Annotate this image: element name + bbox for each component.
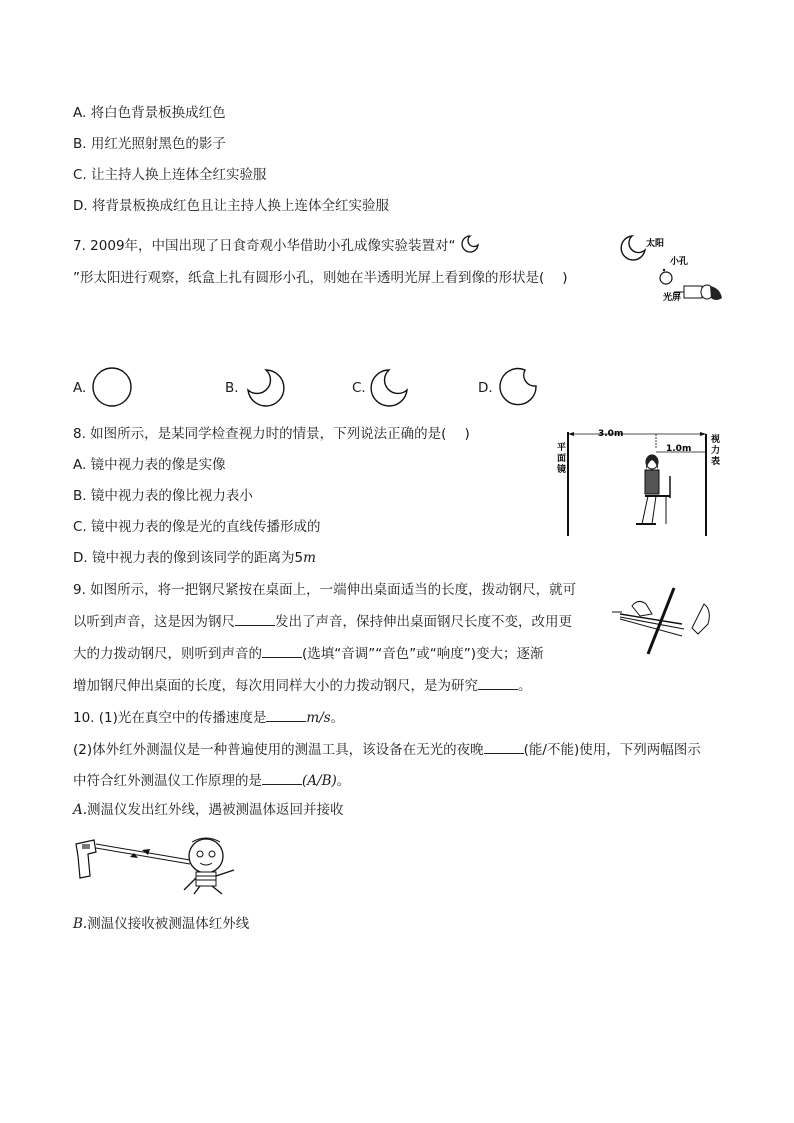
- q7-pinhole-figure: [612, 228, 728, 310]
- q9-ruler-diagram: [612, 584, 722, 656]
- q10-option-a-label: A.: [73, 802, 88, 818]
- q6-option-c: C. 让主持人换上连体全红实验服: [73, 167, 267, 183]
- q10-thermometer-diagram: [72, 830, 252, 896]
- q8-option-d-unit: m: [303, 550, 316, 566]
- q10-line2: [73, 739, 701, 760]
- q10-option-a: [73, 800, 344, 820]
- q7-option-c-label: C.: [352, 380, 366, 396]
- q8-eye-test-figure: [557, 426, 730, 536]
- q6-option-d: D. 将背景板换成红色且让主持人换上连体全红实验服: [73, 198, 389, 214]
- q6-option-a: A. 将白色背景板换成红色: [73, 105, 226, 121]
- q7-stem-paren: ): [562, 270, 568, 286]
- q8-option-d-text: D. 镜中视力表的像到该同学的距离为: [73, 550, 295, 566]
- q9-line3: [73, 643, 544, 664]
- q10-line3-text-a: 中符合红外测温仪工作原理的是: [73, 773, 262, 789]
- q9-line4-text-a: 增加钢尺伸出桌面的长度，每次用同样大小的力拨动钢尺，是为研究: [73, 678, 478, 694]
- q10-option-b-text: 测温仪接收被测温体红外线: [87, 916, 250, 932]
- q8-option-c: C. 镜中视力表的像是光的直线传播形成的: [73, 519, 321, 535]
- q9-blank-2[interactable]: [262, 643, 302, 658]
- fig-label-sun: 太阳: [646, 239, 665, 249]
- q6-option-b: B. 用红光照射黑色的影子: [73, 136, 226, 152]
- q9-line2-text-a: 以听到声音，这是因为钢尺: [73, 614, 235, 630]
- q8-eye-test-diagram: [557, 426, 730, 536]
- q8-stem-text: 8. 如图所示，是某同学检查视力时的情景，下列说法正确的是(: [73, 426, 447, 442]
- q7-option-c-crescent: [368, 366, 414, 408]
- q7-stem-text2: ”形太阳进行观察，纸盒上扎有圆形小孔，则她在半透明光屏上看到像的形状是(: [73, 270, 545, 286]
- q9-line2-text-b: 发出了声音，保持伸出桌面钢尺长度不变，改用更: [275, 614, 572, 630]
- q7-option-d-label: D.: [478, 380, 493, 396]
- fig-label-chart: 视力表: [711, 435, 721, 467]
- fig-distance-1m: 1.0m: [666, 444, 692, 454]
- q9-line4: [73, 675, 532, 696]
- q10-choice-ab: (A/B): [302, 773, 337, 789]
- q7-option-a-label: A.: [73, 380, 87, 396]
- fig-label-screen: 光屏: [663, 293, 682, 303]
- fig-distance-3m: 3.0m: [598, 429, 624, 439]
- q10-line2-text-b: (能/不能)使用，下列两幅图示: [523, 742, 701, 758]
- q10-option-b-label: B.: [73, 916, 88, 932]
- q7-option-b-label: B.: [225, 380, 239, 396]
- q8-option-b: B. 镜中视力表的像比视力表小: [73, 488, 253, 504]
- q10-option-a-text: 测温仪发出红外线，遇被测温体返回并接收: [87, 802, 344, 818]
- q10-line1-text-b: 。: [330, 710, 345, 726]
- q8-option-a: A. 镜中视力表的像是实像: [73, 457, 226, 473]
- q9-line1: 9. 如图所示，将一把钢尺紧按在桌面上，一端伸出桌面适当的长度，拨动钢尺，就可: [73, 582, 577, 598]
- q7-option-a-circle: [90, 366, 134, 408]
- q7-option-b-crescent: [241, 366, 285, 408]
- q8-option-d: [73, 548, 316, 568]
- q10-thermometer-figure: [72, 830, 252, 896]
- q10-blank-3[interactable]: [262, 770, 302, 785]
- q10-line1-text-a: 10. (1)光在真空中的传播速度是: [73, 710, 267, 726]
- q9-line3-text-b: (选填“音调”“音色”或“响度”)变大；逐渐: [302, 646, 544, 662]
- q7-pinhole-diagram: [612, 228, 728, 310]
- fig-label-hole: 小孔: [670, 257, 689, 267]
- q10-line3: [73, 770, 350, 791]
- q10-blank-1[interactable]: [266, 707, 306, 722]
- q9-ruler-figure: [612, 584, 722, 656]
- q10-blank-2[interactable]: [484, 739, 524, 754]
- q10-line2-text-a: (2)体外红外测温仪是一种普遍使用的测温工具，该设备在无光的夜晚: [73, 742, 484, 758]
- q9-blank-1[interactable]: [235, 611, 275, 626]
- q7-stem-text1: 7. 2009年，中国出现了日食奇观小华借助小孔成像实验装置对“: [73, 238, 456, 254]
- q9-line2: [73, 611, 572, 632]
- q9-line3-text-a: 大的力拨动钢尺，则听到声音的: [73, 646, 262, 662]
- q10-line3-text-b: 。: [336, 773, 351, 789]
- q7-stem-line2: [73, 268, 568, 288]
- q7-option-d-crescent: [495, 366, 541, 408]
- q7-stem-line1: [73, 234, 482, 256]
- q10-line1: [73, 707, 344, 728]
- q8-stem: [73, 424, 470, 444]
- q9-line4-text-b: 。: [518, 678, 532, 694]
- q8-stem-paren: ): [464, 426, 470, 442]
- fig-label-mirror: 平面镜: [557, 443, 567, 475]
- q10-unit: m/s: [306, 710, 331, 726]
- crescent-sun-icon: [458, 234, 482, 254]
- q10-option-b: [73, 914, 249, 934]
- q8-option-d-value: 5: [294, 550, 304, 566]
- q9-blank-3[interactable]: [478, 675, 518, 690]
